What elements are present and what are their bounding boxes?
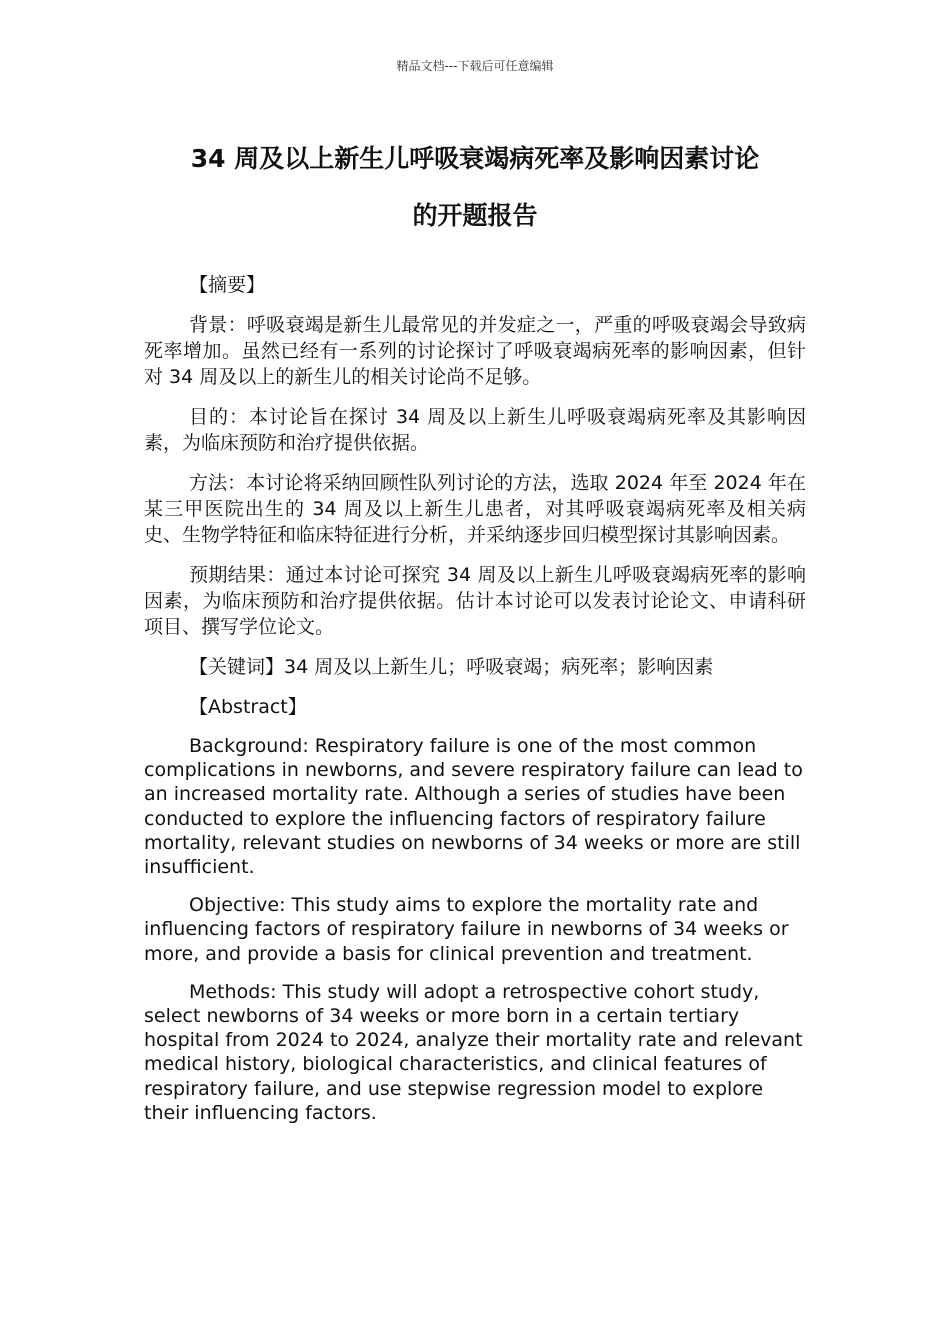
abstract-cn-expected-results: 预期结果：通过本讨论可探究 34 周及以上新生儿呼吸衰竭病死率的影响因素，为临床预防和治疗提供依据。估计本讨论可以发表讨论论文、申请科研项目、撰写学位论文。 — [144, 564, 806, 638]
abstract-cn-background: 背景：呼吸衰竭是新生儿最常见的并发症之一，严重的呼吸衰竭会导致病死率增加。虽然已经有一系列的讨论探讨了呼吸衰竭病死率的影响因素，但针对 34 周及以上的新生儿的相关讨论尚不足够。 — [144, 314, 806, 388]
title-line-1: 34 周及以上新生儿呼吸衰竭病死率及影响因素讨论 — [190, 144, 760, 173]
abstract-en-heading: 【Abstract】 — [189, 696, 307, 718]
abstract-en-background: Background: Respiratory failure is one of the most common complications in newborns, and severe respiratory failure can lead to an increased mortality rate. Although a series of studies have been conducted to explore the influencing factors of respiratory failure mortality, relevant studies on newborns of 34 weeks or more are still insufficient. — [144, 735, 803, 879]
document-title — [130, 130, 820, 244]
abstract-cn-methods: 方法：本讨论将采纳回顾性队列讨论的方法，选取 2024 年至 2024 年在某三甲医院出生的 34 周及以上新生儿患者，对其呼吸衰竭病死率及相关病史、生物学特征和临床特征进行分析，并采纳逐步回归模型探讨其影响因素。 — [144, 472, 806, 546]
abstract-cn-keywords: 【关键词】34 周及以上新生儿；呼吸衰竭；病死率；影响因素 — [189, 656, 714, 678]
abstract-cn-objective: 目的：本讨论旨在探讨 34 周及以上新生儿呼吸衰竭病死率及其影响因素，为临床预防和治疗提供依据。 — [144, 406, 806, 454]
title-line-2: 的开题报告 — [412, 201, 538, 230]
page-header-note: 精品文档---下载后可任意编辑 — [396, 59, 554, 73]
abstract-cn-heading: 【摘要】 — [189, 274, 266, 296]
abstract-en-objective: Objective: This study aims to explore the mortality rate and influencing factors of respiratory failure in newborns of 34 weeks or more, and provide a basis for clinical prevention and treatment. — [144, 894, 789, 965]
abstract-en-methods: Methods: This study will adopt a retrospective cohort study, select newborns of 34 weeks or more born in a certain tertiary hospital from 2024 to 2024, analyze their mortality rate and relevant medical history, biological characteristics, and clinical features of respiratory failure, and use stepwise regression model to explore their influencing factors. — [144, 980, 803, 1124]
document-body — [144, 272, 806, 1139]
